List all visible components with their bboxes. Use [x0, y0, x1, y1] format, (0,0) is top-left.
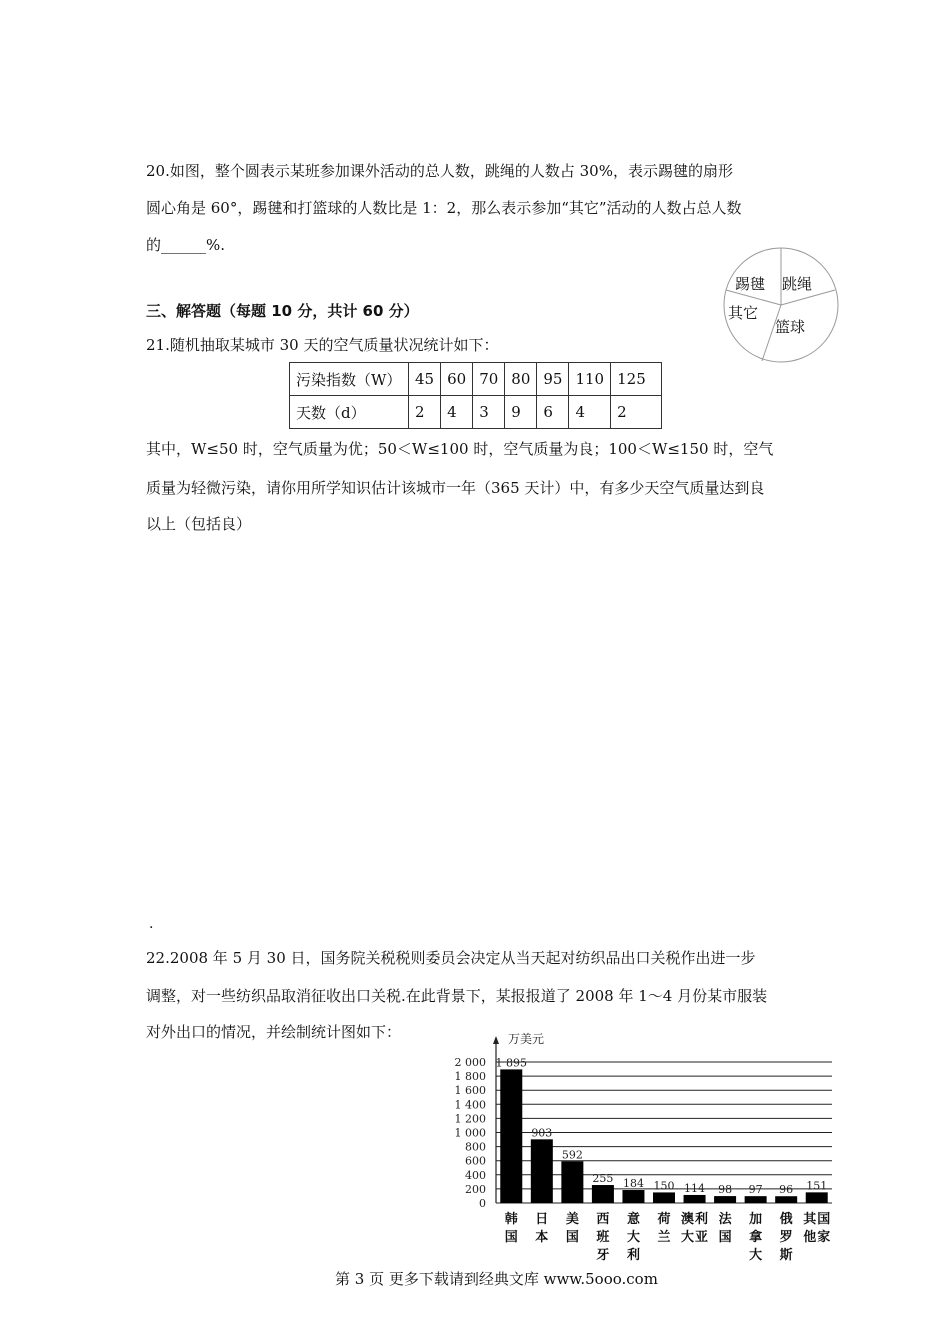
bar-value-label: 97 [748, 1183, 763, 1197]
bar-value-label: 151 [806, 1179, 828, 1193]
export-bar-chart [440, 1030, 840, 1265]
category-label-char: 拿 [749, 1230, 763, 1245]
y-axis-arrow [493, 1036, 499, 1044]
category-label-char: 韩 [504, 1212, 518, 1227]
bar [775, 1196, 797, 1203]
bar [714, 1196, 736, 1203]
pie-label-tiaosheng: 跳绳 [782, 275, 813, 293]
y-tick-label: 1 200 [454, 1112, 486, 1126]
y-tick-label: 800 [465, 1140, 486, 1154]
y-tick-label: 2 000 [454, 1056, 486, 1069]
q21-text1: 其中，W≤50 时，空气质量为优；50＜W≤100 时，空气质量为良；100＜W≤150 时，空气 [146, 440, 774, 458]
bar-value-label: 1 895 [495, 1056, 528, 1070]
pie-chart [722, 246, 840, 364]
y-axis-title: 万美元 [508, 1032, 545, 1046]
table-cell: 80 [505, 363, 537, 396]
bar [531, 1139, 553, 1203]
table-cell: 9 [505, 396, 537, 429]
q21-intro: 21.随机抽取某城市 30 天的空气质量状况统计如下： [146, 336, 499, 354]
y-tick-label: 1 800 [454, 1070, 486, 1084]
bar [561, 1161, 583, 1203]
table-cell: 3 [473, 396, 505, 429]
air-quality-table [289, 362, 662, 429]
category-label-char: 牙 [596, 1248, 610, 1263]
table-row [290, 396, 662, 429]
q20-line2: 圆心角是 60°，踢毽和打篮球的人数比是 1：2，那么表示参加“其它”活动的人数占总人数 [146, 199, 742, 217]
separator-dot: . [149, 916, 154, 932]
category-label-char: 俄 [779, 1212, 793, 1227]
page-footer: 第 3 页 更多下载请到经典文库 www.5ooo.com [335, 1270, 658, 1288]
q20-line1: 20.如图，整个圆表示某班参加课外活动的总人数，跳绳的人数占 30%，表示踢毽的扇形 [146, 162, 733, 180]
bar [745, 1196, 767, 1203]
category-label-char: 大 [681, 1230, 695, 1245]
bar-value-label: 114 [684, 1181, 706, 1195]
category-label-char: 意 [626, 1212, 640, 1227]
table-cell: 95 [537, 363, 569, 396]
category-label-char: 他 [803, 1230, 817, 1245]
category-label-char: 家 [817, 1230, 831, 1245]
bar-value-label: 903 [531, 1126, 553, 1140]
category-label-char: 利 [626, 1248, 640, 1263]
category-label-char: 澳 [681, 1212, 695, 1227]
table-cell: 110 [569, 363, 611, 396]
table-header-cell: 污染指数（W） [290, 363, 409, 396]
category-label-char: 加 [749, 1212, 763, 1227]
q22-line2: 调整，对一些纺织品取消征收出口关税.在此背景下，某报报道了 2008 年 1～4 月份某市服装 [146, 987, 768, 1005]
category-label-char: 大 [749, 1248, 763, 1263]
q21-text3: 以上（包括良） [146, 515, 252, 533]
category-label-char: 日 [535, 1212, 549, 1227]
category-label-char: 亚 [695, 1230, 709, 1245]
y-tick-label: 0 [479, 1197, 486, 1210]
bar [653, 1192, 675, 1203]
bar [684, 1195, 706, 1203]
y-tick-label: 1 600 [454, 1084, 486, 1098]
category-label-char: 兰 [657, 1230, 671, 1245]
table-cell: 60 [441, 363, 473, 396]
table-cell: 4 [569, 396, 611, 429]
bar-value-label: 255 [592, 1172, 614, 1186]
category-label-char: 国 [817, 1212, 831, 1227]
table-row [290, 363, 662, 396]
bar-value-label: 96 [779, 1183, 794, 1197]
category-label-char: 国 [504, 1230, 518, 1245]
category-label-char: 斯 [779, 1248, 793, 1263]
category-label-char: 国 [718, 1230, 732, 1245]
y-tick-label: 600 [465, 1154, 486, 1168]
table-cell: 125 [611, 363, 662, 396]
q20-line3: 的______%. [146, 236, 226, 254]
table-cell: 70 [473, 363, 505, 396]
category-label-char: 罗 [779, 1230, 793, 1245]
category-label-char: 国 [565, 1230, 579, 1245]
table-cell: 6 [537, 396, 569, 429]
category-label-char: 班 [596, 1230, 610, 1245]
category-label-char: 法 [718, 1212, 732, 1227]
q22-line1: 22.2008 年 5 月 30 日，国务院关税税则委员会决定从当天起对纺织品出口关税作出进一步 [146, 949, 756, 967]
bar [592, 1185, 614, 1203]
category-label-char: 西 [596, 1212, 610, 1227]
category-label-char: 大 [626, 1230, 640, 1245]
pie-label-lanqiu: 篮球 [775, 318, 806, 336]
category-label-char: 利 [695, 1212, 709, 1227]
pie-label-jianzi: 踢毽 [735, 275, 766, 293]
y-tick-label: 200 [465, 1182, 486, 1196]
section-heading: 三、解答题（每题 10 分，共计 60 分） [146, 302, 419, 320]
table-cell: 2 [611, 396, 662, 429]
table-cell: 45 [409, 363, 441, 396]
bar [806, 1192, 828, 1203]
bar-value-label: 184 [622, 1177, 644, 1191]
bar [622, 1190, 644, 1203]
category-label-char: 荷 [657, 1212, 671, 1227]
table-header-cell: 天数（d） [290, 396, 409, 429]
category-label-char: 美 [565, 1212, 579, 1227]
category-label-char: 本 [535, 1230, 549, 1245]
table-cell: 2 [409, 396, 441, 429]
category-label-char: 其 [803, 1212, 817, 1227]
table-cell: 4 [441, 396, 473, 429]
bar-value-label: 592 [561, 1148, 583, 1162]
y-tick-label: 400 [465, 1168, 486, 1182]
bar-value-label: 98 [718, 1183, 733, 1197]
y-tick-label: 1 000 [454, 1126, 486, 1140]
q21-text2: 质量为轻微污染，请你用所学知识估计该城市一年（365 天计）中，有多少天空气质量达到良 [146, 479, 765, 497]
pie-label-qita: 其它 [728, 304, 759, 322]
bar-value-label: 150 [653, 1179, 675, 1193]
bar [500, 1069, 522, 1203]
y-tick-label: 1 400 [454, 1098, 486, 1112]
q22-line3: 对外出口的情况，并绘制统计图如下： [146, 1023, 402, 1041]
